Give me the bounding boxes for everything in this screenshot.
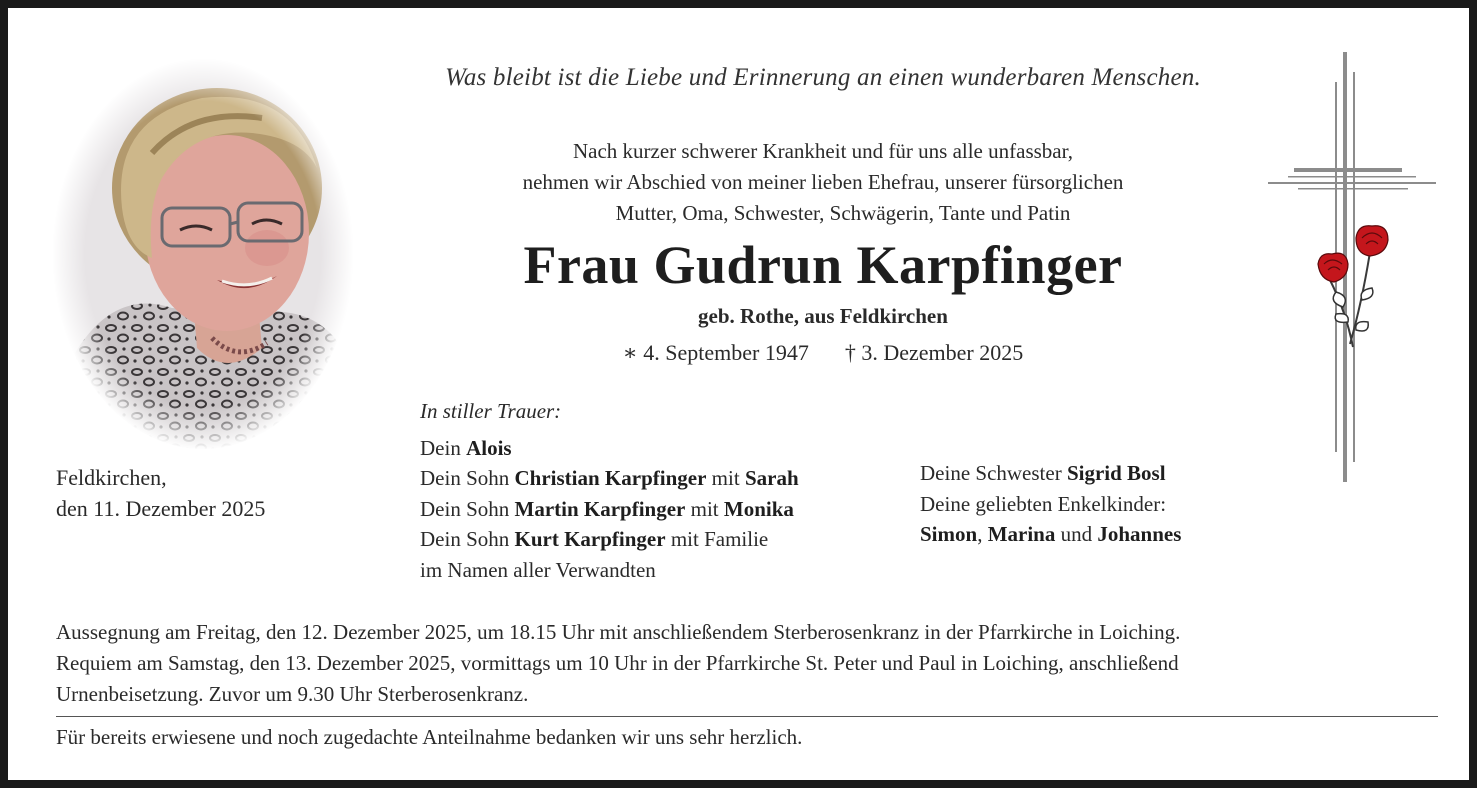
sister-name: Sigrid Bosl bbox=[1066, 461, 1166, 485]
intro-line: Nach kurzer schwerer Krankheit und für uns alle unfassbar, bbox=[572, 139, 1074, 163]
cross-icon bbox=[1258, 52, 1448, 492]
service-line: Urnenbeisetzung. Zuvor um 9.30 Uhr Sterberosenkranz. bbox=[56, 682, 529, 706]
intro-text bbox=[388, 136, 1258, 229]
divider bbox=[56, 716, 1438, 717]
grandchild-name: Marina bbox=[987, 522, 1056, 546]
mourner-line bbox=[420, 433, 799, 464]
grandchildren-label: Deine geliebten Enkelkinder: bbox=[920, 491, 1167, 516]
place-date bbox=[56, 462, 265, 524]
mourner-relation: Dein bbox=[420, 435, 467, 460]
birth-date: ∗ 4. September 1947 bbox=[622, 340, 809, 365]
mourners-right bbox=[920, 458, 1181, 550]
mourner-connector: mit bbox=[706, 466, 745, 490]
sister-line bbox=[920, 458, 1181, 489]
thanks-note: Für bereits erwiesene und noch zugedachte Anteilnahme bedanken wir uns sehr herzlich. bbox=[56, 725, 803, 749]
mourners-closing: im Namen aller Verwandten bbox=[420, 557, 656, 582]
mourner-relation: Dein Sohn bbox=[420, 496, 515, 521]
deceased-name: Frau Gudrun Karpfinger bbox=[523, 235, 1123, 295]
mourner-relation: Dein Sohn bbox=[420, 466, 515, 490]
life-dates bbox=[388, 340, 1258, 366]
portrait-photo bbox=[52, 58, 354, 450]
service-info bbox=[56, 617, 1446, 710]
mourner-connector: mit bbox=[685, 496, 724, 521]
mourner-line bbox=[420, 494, 799, 525]
grandchild-name: Simon bbox=[920, 522, 978, 546]
intro-line: nehmen wir Abschied von meiner lieben Ehefrau, unserer fürsorglichen bbox=[522, 170, 1124, 194]
mourner-relation: Dein Sohn bbox=[420, 527, 515, 551]
place-date-line: den 11. Dezember 2025 bbox=[56, 496, 266, 521]
mourner-name: Alois bbox=[466, 435, 512, 460]
mourner-connector: mit Familie bbox=[665, 527, 769, 551]
separator: , bbox=[977, 522, 988, 546]
grandchild-name: Johannes bbox=[1097, 522, 1182, 546]
mourner-name: Kurt Karpfinger bbox=[514, 527, 666, 551]
birth-name: geb. Rothe, aus Feldkirchen bbox=[698, 304, 948, 328]
mourners-header: In stiller Trauer: bbox=[420, 399, 562, 423]
place-town: Feldkirchen, bbox=[56, 465, 167, 490]
service-line: Requiem am Samstag, den 13. Dezember 2025, vormittags um 10 Uhr in der Pfarrkirche St. Peter und Paul in Loiching, anschließend bbox=[56, 651, 1179, 675]
mourners-list bbox=[420, 396, 799, 585]
death-date: † 3. Dezember 2025 bbox=[844, 340, 1024, 365]
mourner-name: Christian Karpfinger bbox=[514, 466, 707, 490]
service-line: Aussegnung am Freitag, den 12. Dezember 2025, um 18.15 Uhr mit anschließendem Sterberosenkranz in der Pfarrkirche in Loiching. bbox=[56, 620, 1181, 644]
mourner-partner: Sarah bbox=[744, 466, 799, 490]
grandchildren-names bbox=[920, 519, 1181, 550]
motto: Was bleibt ist die Liebe und Erinnerung an einen wunderbaren Menschen. bbox=[445, 64, 1201, 91]
mourner-partner: Monika bbox=[723, 496, 794, 521]
mourner-line bbox=[420, 524, 799, 555]
intro-line: Mutter, Oma, Schwester, Schwägerin, Tante und Patin bbox=[615, 201, 1071, 225]
mourner-name: Martin Karpfinger bbox=[514, 496, 686, 521]
mourner-line bbox=[420, 463, 799, 494]
sister-relation: Deine Schwester bbox=[920, 461, 1067, 485]
separator: und bbox=[1055, 522, 1098, 546]
